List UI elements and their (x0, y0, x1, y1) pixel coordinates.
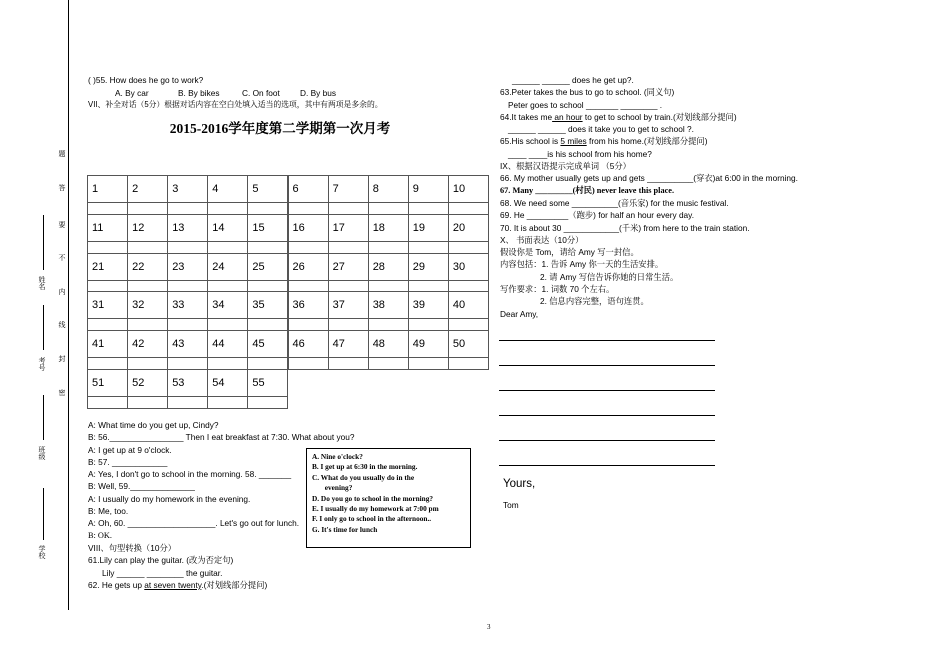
option-d: D. Do you go to school in the morning? (312, 493, 434, 503)
writing-line (499, 415, 715, 416)
answer-cell-label: 41 (87, 330, 128, 358)
answer-cell-label: 36 (288, 291, 329, 319)
answer-cell-label: 42 (127, 330, 168, 358)
answer-cell-label: 9 (408, 175, 449, 203)
answer-blank[interactable] (448, 358, 489, 370)
writing-line (499, 390, 715, 391)
side-char-ti: 题 (58, 150, 65, 157)
dialog-line: A: What time do you get up, Cindy? (88, 420, 219, 430)
answer-cell-label: 38 (368, 291, 409, 319)
answer-cell-label: 7 (328, 175, 369, 203)
writing-line (499, 465, 715, 466)
q64-answer: ______ ______ does it take you to get to school ?. (508, 124, 694, 135)
answer-cell-label: 18 (368, 214, 409, 242)
answer-cell-label: 32 (127, 291, 168, 319)
q55-option-a: A. By car (115, 88, 149, 98)
side-char-da: 答 (58, 184, 65, 191)
q63-answer: Peter goes to school _______ ________ . (508, 99, 663, 110)
q68: 68. We need some __________(音乐家) for the music festival. (500, 197, 729, 208)
answer-cell-label: 49 (408, 330, 449, 358)
q61-answer: Lily ______ ________ the guitar. (102, 567, 223, 578)
dialog-line: A: Oh, 60. ___________________. Let's go out for lunch. (88, 518, 300, 529)
section-9-heading: IX、根据汉语提示完成单词 （5分） (500, 161, 631, 172)
q64-text-post: to get to school by train.(对划线部分提问) (582, 111, 737, 122)
answer-cell-label: 48 (368, 330, 409, 358)
answer-cell-label: 29 (408, 253, 449, 281)
answer-grid (87, 175, 488, 408)
answer-cell-label: 39 (408, 291, 449, 319)
answer-cell-label: 40 (448, 291, 489, 319)
q67: 67. Many _________(村民) never leave this place. (500, 185, 675, 195)
answer-cell-label: 55 (247, 369, 288, 397)
banji-line (43, 395, 44, 440)
answer-cell-label: 44 (207, 330, 248, 358)
q66: 66. My mother usually gets up and gets __________(穿衣)at 6:00 in the morning. (500, 173, 798, 184)
answer-blank[interactable] (127, 397, 168, 409)
answer-cell-label: 10 (448, 175, 489, 203)
answer-blank[interactable] (247, 397, 288, 409)
side-char-nei: 内 (58, 288, 65, 295)
answer-blank[interactable] (288, 358, 329, 370)
answer-cell-label: 34 (207, 291, 248, 319)
answer-blank[interactable] (368, 358, 409, 370)
answer-blank[interactable] (167, 397, 208, 409)
q61: 61.Lily can play the guitar. (改为否定句) (88, 555, 234, 566)
section-8-heading: VIII、句型转换（10分） (88, 542, 177, 553)
q55-option-c: C. On foot (242, 88, 280, 98)
answer-cell-label: 37 (328, 291, 369, 319)
answer-cell-label: 4 (207, 175, 248, 203)
binding-line (68, 0, 69, 610)
answer-cell-label: 12 (127, 214, 168, 242)
side-char-mi: 密 (58, 389, 65, 396)
q55-stem: ( )55. How does he go to work? (88, 75, 204, 85)
answer-cell-label: 6 (288, 175, 329, 203)
q65-text-pre: 65.His school is (500, 136, 561, 147)
answer-blank[interactable] (328, 358, 369, 370)
q70: 70. It is about 30 ____________(千米) from here to the train station. (500, 222, 750, 233)
answer-cell-label: 20 (448, 214, 489, 242)
q62-answer: ______ ______ does he get up?. (512, 75, 634, 85)
answer-cell-label: 11 (87, 214, 128, 242)
dialog-line: A: I usually do my homework in the evening. (88, 493, 251, 504)
kaohao-line (43, 305, 44, 350)
answer-cell-label: 51 (87, 369, 128, 397)
q64-underlined: an hour (552, 111, 583, 122)
answer-cell-label: 46 (288, 330, 329, 358)
answer-cell-label: 17 (328, 214, 369, 242)
section-7-instruction: VII、补全对话（5分）根据对话内容在空白处填入适当的选项，其中有两项是多余的。 (88, 100, 383, 109)
q55-option-d: D. By bus (300, 88, 336, 98)
school-label: 学校 (38, 545, 45, 559)
writing-line (499, 340, 715, 341)
writing-prompt: 假设你是 Tom，请给 Amy 写一封信。 (500, 247, 639, 258)
option-g: G. It's time for lunch (312, 524, 378, 534)
answer-cell-label: 45 (247, 330, 288, 358)
q55-option-b: B. By bikes (178, 88, 220, 98)
answer-cell-label: 53 (167, 369, 208, 397)
answer-blank[interactable] (207, 397, 248, 409)
answer-cell-label: 27 (328, 253, 369, 281)
q65 (500, 135, 798, 147)
answer-cell-label: 26 (288, 253, 329, 281)
side-char-bu: 不 (58, 254, 65, 261)
dialog-line: A: I get up at 9 o'clock. (88, 444, 172, 455)
answer-cell-label: 5 (247, 175, 288, 203)
answer-cell-label: 22 (127, 253, 168, 281)
answer-cell-label: 25 (247, 253, 288, 281)
q62-text-pre: 62. He gets up (88, 579, 145, 590)
dialog-line: B: OK. (88, 530, 112, 540)
kaohao-label: 考号 (38, 357, 45, 371)
q62-underlined: at seven twenty (144, 579, 202, 590)
school-line (43, 488, 44, 540)
answer-cell-label: 43 (167, 330, 208, 358)
option-c-cont: evening? (312, 483, 353, 493)
answer-cell-label: 13 (167, 214, 208, 242)
q64-text-pre: 64.It takes me (500, 111, 553, 122)
right-column (500, 74, 798, 320)
answer-cell-label: 15 (247, 214, 288, 242)
q65-underlined: 5 miles (560, 136, 587, 147)
answer-cell-label: 21 (87, 253, 128, 281)
writing-requirement-2: 2. 信息内容完整，语句连贯。 (540, 296, 649, 307)
page-number: 3 (487, 623, 491, 631)
answer-cell-label: 14 (207, 214, 248, 242)
answer-cell-label: 31 (87, 291, 128, 319)
exam-title: 2015-2016学年度第二学期第一次月考 (169, 121, 391, 136)
side-char-xian: 线 (58, 321, 65, 328)
q63: 63.Peter takes the bus to go to school. (同义句) (500, 87, 675, 98)
salutation: Dear Amy, (500, 308, 539, 319)
dialog-line: B: 57. ____________ (88, 456, 168, 467)
banji-label: 班级 (38, 446, 45, 460)
answer-cell-label: 54 (207, 369, 248, 397)
answer-blank[interactable] (87, 397, 128, 409)
answer-cell-label: 8 (368, 175, 409, 203)
q64 (500, 111, 798, 123)
answer-cell-label: 35 (247, 291, 288, 319)
writing-line (499, 365, 715, 366)
dialog-line: B: Well, 59.______________ (88, 481, 195, 492)
answer-cell-label: 3 (167, 175, 208, 203)
side-char-feng: 封 (58, 355, 65, 362)
answer-blank[interactable] (408, 358, 449, 370)
q65-text-post: from his home.(对划线部分提问) (586, 136, 708, 147)
answer-cell-label: 28 (368, 253, 409, 281)
dialog-line: A: Yes, I don't go to school in the morning. 58. _______ (88, 469, 292, 480)
name-label: 姓名 (38, 276, 45, 290)
writing-line (499, 440, 715, 441)
writing-requirement-1: 写作要求：1. 词数 70 个左右。 (500, 284, 615, 295)
answer-cell-label: 1 (87, 175, 128, 203)
signature: Tom (503, 500, 519, 510)
option-a: A. Nine o'clock? (312, 452, 363, 461)
answer-cell-label: 19 (408, 214, 449, 242)
answer-cell-label: 16 (288, 214, 329, 242)
option-b: B. I get up at 6:30 in the morning. (312, 462, 418, 472)
dialog-line: B: 56.________________ Then I eat breakfast at 7:30. What about you? (88, 432, 355, 443)
name-line (43, 215, 44, 270)
answer-cell-label: 50 (448, 330, 489, 358)
dialog-line: B: Me, too. (88, 506, 129, 517)
answer-cell-label: 47 (328, 330, 369, 358)
closing: Yours, (503, 478, 536, 490)
answer-cell-label: 30 (448, 253, 489, 281)
q62 (88, 579, 354, 591)
option-c: C. What do you usually do in the (312, 472, 415, 482)
writing-content-1: 内容包括：1. 告诉 Amy 你一天的生活安排。 (500, 259, 664, 270)
section-10-heading: X、 书面表达（10分） (500, 234, 584, 245)
answer-cell-label: 2 (127, 175, 168, 203)
option-e: E. I usually do my homework at 7:00 pm (312, 504, 439, 514)
option-f: F. I only go to school in the afternoon.. (312, 514, 432, 524)
answer-cell-label: 52 (127, 369, 168, 397)
answer-cell-label: 24 (207, 253, 248, 281)
q69: 69. He _________（跑步) for half an hour every day. (500, 210, 695, 221)
q65-answer: ____ ____is his school from his home? (508, 148, 652, 159)
side-char-yao: 要 (58, 221, 65, 228)
writing-content-2: 2. 请 Amy 写信告诉你她的日常生活。 (540, 271, 679, 282)
options-box (306, 448, 471, 548)
answer-cell-label: 23 (167, 253, 208, 281)
answer-cell-label: 33 (167, 291, 208, 319)
q62-text-post: .(对划线部分提问) (201, 579, 268, 590)
